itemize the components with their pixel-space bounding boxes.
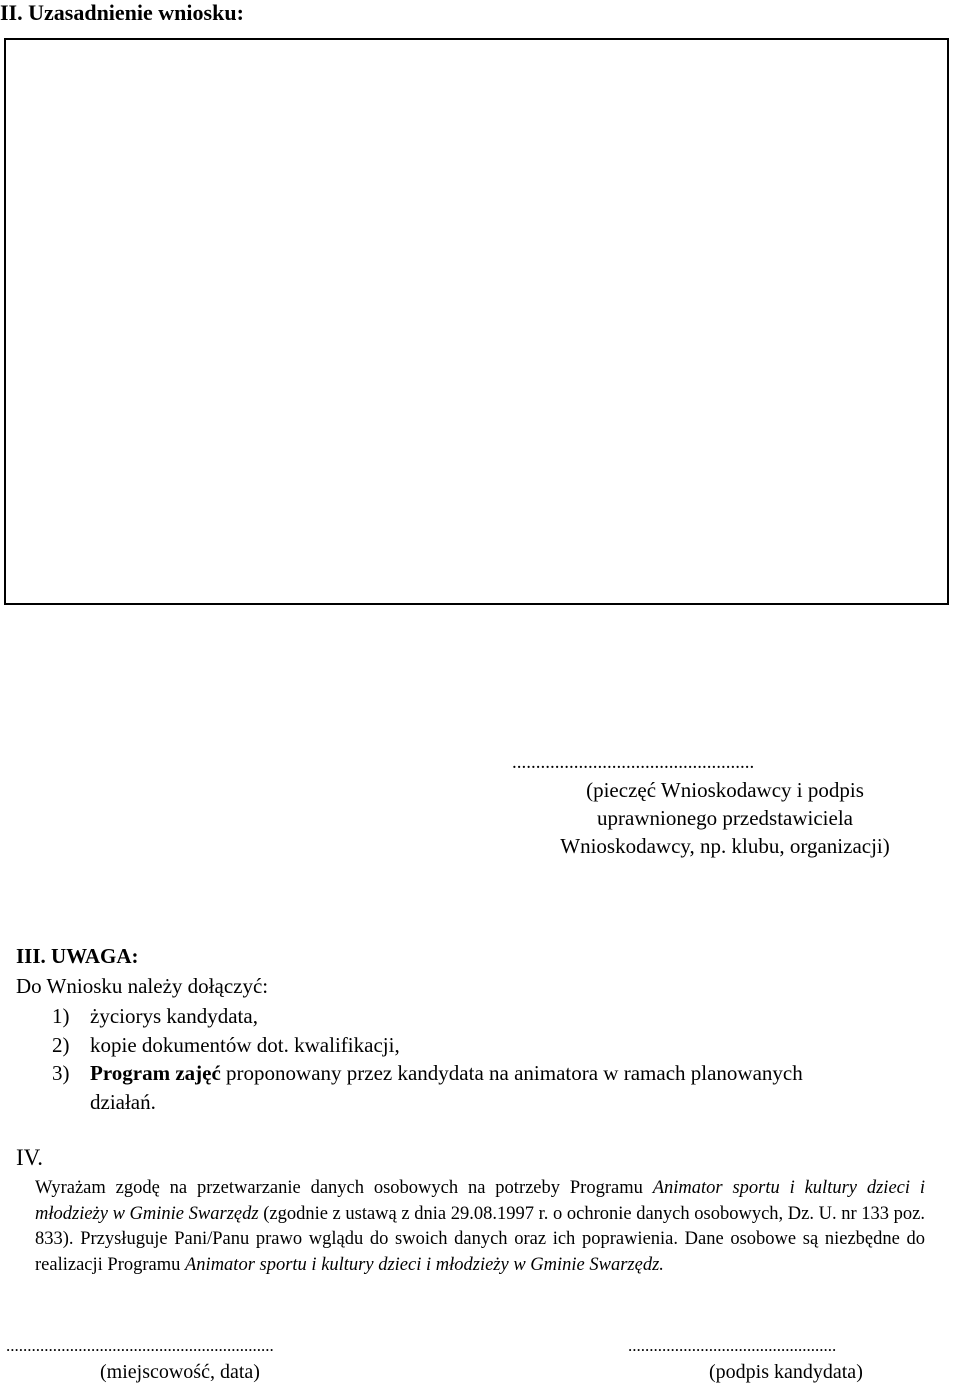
program-text: proponowany przez kandydata na animatora w ramach planowanych	[220, 1061, 803, 1085]
consent-text-1: Wyrażam zgodę na przetwarzanie danych osobowych na potrzeby Programu	[35, 1178, 653, 1198]
list-item-number: 1)	[52, 1004, 70, 1028]
program-name-1: Animator sportu i kultury dzieci i młodzieży w Gminie Swarzędz	[35, 1178, 926, 1224]
justification-box[interactable]	[4, 38, 949, 605]
list-item	[90, 1059, 803, 1087]
stamp-line-3: Wnioskodawcy, np. klubu, organizacji)	[560, 834, 890, 858]
list-item: kopie dokumentów dot. kwalifikacji,	[90, 1033, 400, 1057]
section-2-title: II. Uzasadnienie wniosku:	[0, 0, 244, 25]
consent-text-2: (zgodnie z ustawą z dnia 29.08.1997 r. o ochronie danych osobowych, Dz. U. nr 133 poz. 833). Przysługuje Pani/Panu prawo wglądu do swoich danych oraz ich poprawienia. Dane osobowe są niezbędne do realizacji Programu	[35, 1203, 925, 1275]
consent-paragraph	[35, 1176, 925, 1278]
place-date-dots[interactable]: ...............................................................	[6, 1336, 274, 1355]
list-item-number: 3)	[52, 1061, 70, 1085]
section-4-title: IV.	[16, 1145, 44, 1170]
program-name-2: Animator sportu i kultury dzieci i młodzieży w Gminie Swarzędz.	[185, 1254, 664, 1275]
signature-dots[interactable]: .................................................	[628, 1336, 837, 1355]
list-item-continuation: działań.	[90, 1090, 156, 1114]
place-date-label: (miejscowość, data)	[100, 1361, 260, 1383]
section-3-title: III. UWAGA:	[16, 944, 139, 968]
signature-label: (podpis kandydata)	[709, 1361, 863, 1383]
stamp-line-1: (pieczęć Wnioskodawcy i podpis	[586, 778, 864, 802]
stamp-line-2: uprawnionego przedstawiciela	[597, 806, 853, 830]
list-item: życiorys kandydata,	[90, 1004, 258, 1028]
stamp-dots: ...................................................	[512, 752, 755, 773]
attachments-intro: Do Wniosku należy dołączyć:	[16, 974, 269, 998]
list-item-number: 2)	[52, 1033, 70, 1057]
program-bold: Program zajęć	[90, 1061, 221, 1085]
